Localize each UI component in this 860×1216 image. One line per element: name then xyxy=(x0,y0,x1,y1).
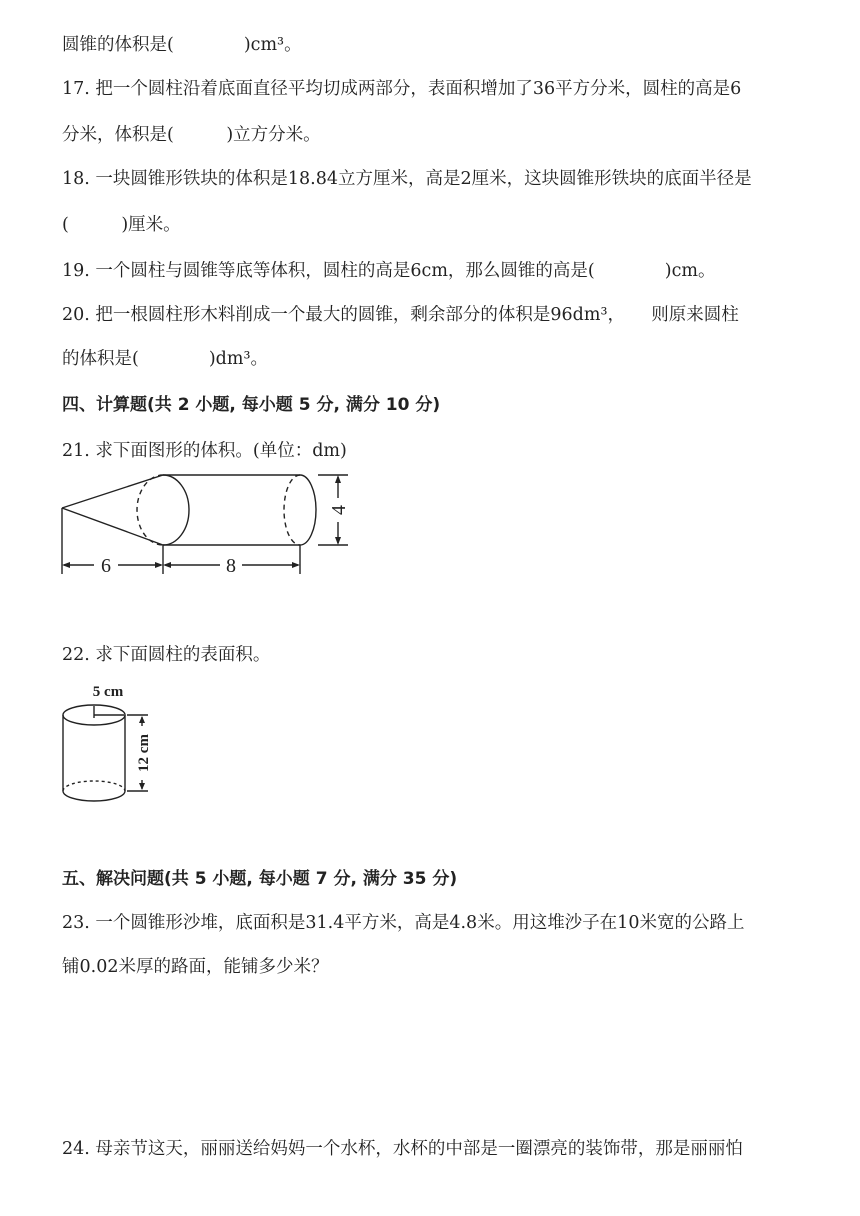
q18-line-2: ( )厘米。 xyxy=(62,215,181,235)
label-radius: 5 cm xyxy=(92,684,124,700)
cylinder-bottom-visible xyxy=(63,791,125,801)
q17-line-1: 17. 把一个圆柱沿着底面直径平均切成两部分，表面积增加了36平方分米，圆柱的高是6 xyxy=(62,79,742,99)
q23-line-2: 铺0.02米厚的路面，能铺多少米？ xyxy=(62,957,329,977)
figure-cone-cylinder xyxy=(56,470,356,582)
q20-line-1: 20. 把一根圆柱形木料削成一个最大的圆锥，剩余部分的体积是96dm³， 则原来圆柱 xyxy=(62,305,739,325)
front-ellipse-visible xyxy=(163,475,189,545)
cone-lower-edge xyxy=(62,508,163,545)
section-5-heading: 五、解决问题(共 5 小题, 每小题 7 分, 满分 35 分) xyxy=(62,869,458,889)
label-diameter: 4 xyxy=(328,505,350,515)
end-ellipse-hidden xyxy=(284,475,300,545)
q18-line-1: 18. 一块圆锥形铁块的体积是18.84立方厘米，高是2厘米，这块圆锥形铁块的底面半径是 xyxy=(62,169,752,189)
label-height: 12 cm xyxy=(136,734,152,772)
q17-line-2: 分米，体积是( )立方分米。 xyxy=(62,125,321,145)
q21-text: 21. 求下面图形的体积。(单位：dm) xyxy=(62,441,347,461)
label-cylinder-length: 8 xyxy=(226,555,236,577)
figure-cylinder xyxy=(56,680,156,808)
end-ellipse-visible xyxy=(300,475,316,545)
q16-line-2: 圆锥的体积是( )cm³。 xyxy=(62,35,302,55)
front-ellipse-hidden xyxy=(137,475,163,545)
arrow-icon xyxy=(139,716,145,723)
q24-line-1: 24. 母亲节这天，丽丽送给妈妈一个水杯，水杯的中部是一圈漂亮的装饰带，那是丽丽怕 xyxy=(62,1139,743,1159)
label-cone-length: 6 xyxy=(101,555,111,577)
q20-line-2: 的体积是( )dm³。 xyxy=(62,349,268,369)
cone-upper-edge xyxy=(62,475,163,508)
arrow-icon xyxy=(62,562,70,568)
cylinder-bottom-hidden xyxy=(63,781,125,791)
section-4-heading: 四、计算题(共 2 小题, 每小题 5 分, 满分 10 分) xyxy=(62,395,441,415)
q23-line-1: 23. 一个圆锥形沙堆，底面积是31.4平方米，高是4.8米。用这堆沙子在10米宽的公路上 xyxy=(62,913,745,933)
q22-text: 22. 求下面圆柱的表面积。 xyxy=(62,645,271,665)
q19-line: 19. 一个圆柱与圆锥等底等体积，圆柱的高是6cm，那么圆锥的高是( )cm。 xyxy=(62,261,716,281)
